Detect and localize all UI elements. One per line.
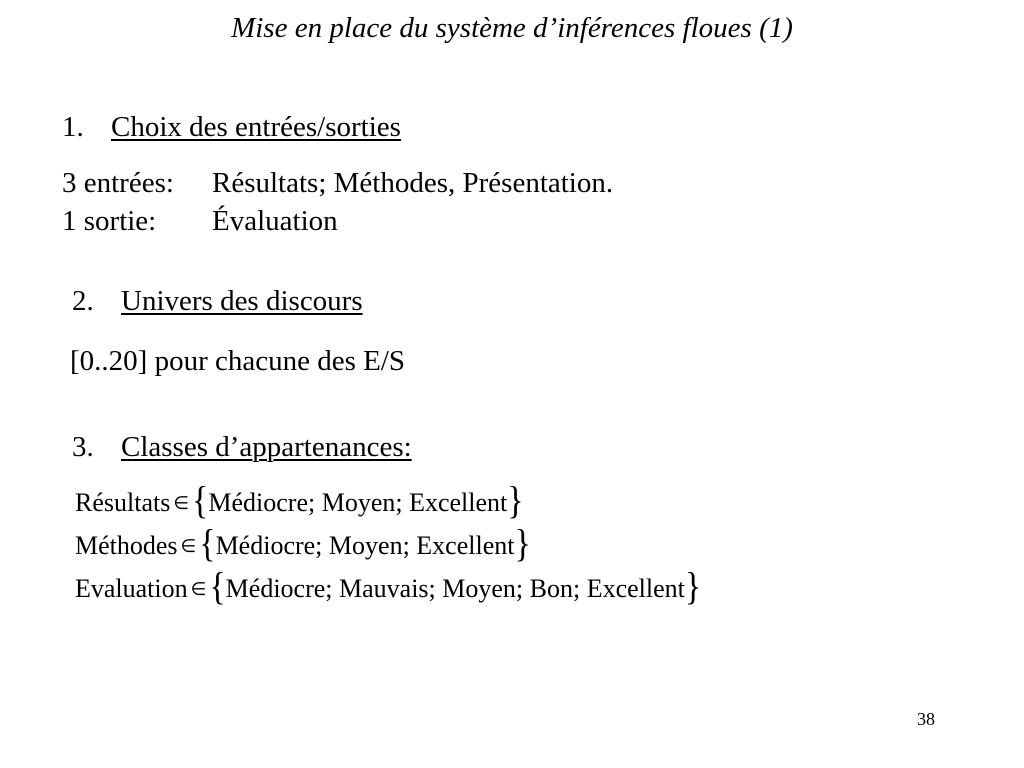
section-title: Classes d’appartenances: bbox=[121, 431, 412, 463]
brace-open: { bbox=[192, 479, 209, 523]
universe-text: [0..20] pour chacune des E/S bbox=[70, 345, 406, 377]
element-of-symbol: ∈ bbox=[173, 493, 190, 514]
section-number: 1. bbox=[62, 111, 84, 143]
brace-open: { bbox=[199, 522, 216, 566]
brace-close: } bbox=[514, 522, 531, 566]
page-number: 38 bbox=[917, 709, 935, 729]
section-title: Univers des discours bbox=[121, 285, 363, 317]
brace-open: { bbox=[209, 565, 226, 609]
section-heading-universe bbox=[72, 284, 363, 318]
class-row-evaluation bbox=[75, 567, 701, 610]
class-values: Médiocre; Mauvais; Moyen; Bon; Excellent bbox=[225, 574, 685, 603]
class-variable: Evaluation bbox=[75, 574, 188, 603]
section-title: Choix des entrées/sorties bbox=[111, 111, 401, 143]
element-of-symbol: ∈ bbox=[190, 579, 207, 600]
io-key: 1 sortie: bbox=[62, 205, 157, 237]
class-variable: Résultats bbox=[75, 488, 171, 517]
io-value: Évaluation bbox=[212, 205, 338, 237]
brace-close: } bbox=[507, 479, 524, 523]
class-variable: Méthodes bbox=[75, 531, 178, 560]
class-row-resultats bbox=[75, 481, 701, 524]
io-key: 3 entrées: bbox=[62, 167, 174, 199]
class-row-methodes bbox=[75, 524, 701, 567]
brace-close: } bbox=[684, 565, 702, 609]
section-heading-classes bbox=[72, 430, 412, 464]
membership-classes bbox=[75, 481, 701, 610]
element-of-symbol: ∈ bbox=[180, 536, 197, 557]
section-heading-io bbox=[62, 110, 401, 144]
class-values: Médiocre; Moyen; Excellent bbox=[208, 488, 508, 517]
section-number: 3. bbox=[72, 431, 94, 463]
slide-title: Mise en place du système d’inférences floues (1) bbox=[231, 12, 793, 44]
section-number: 2. bbox=[72, 285, 94, 317]
io-value: Résultats; Méthodes, Présentation. bbox=[212, 167, 614, 199]
class-values: Médiocre; Moyen; Excellent bbox=[215, 531, 515, 560]
